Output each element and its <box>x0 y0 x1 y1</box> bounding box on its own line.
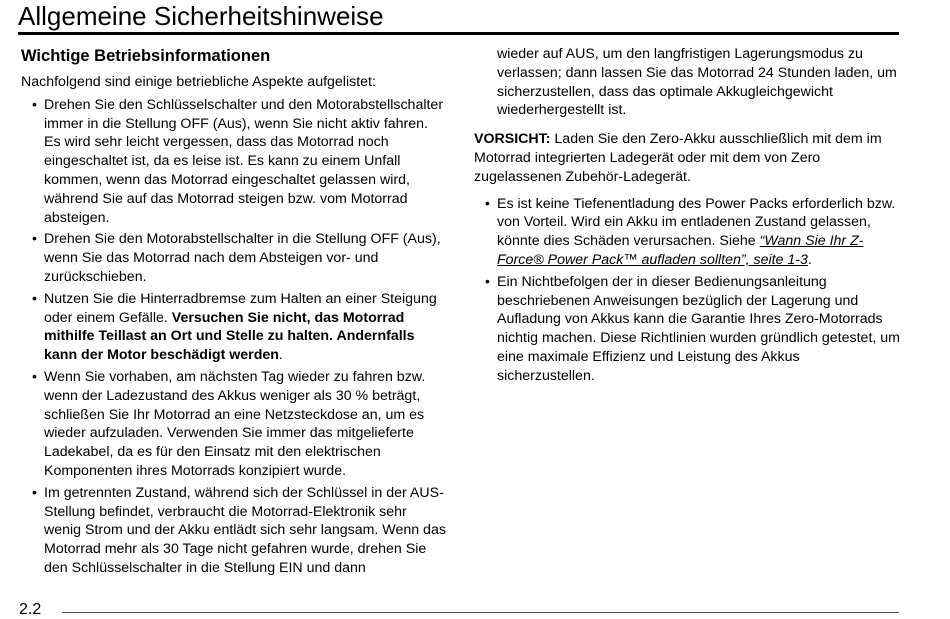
caution-note <box>474 130 900 186</box>
footer-rule <box>62 612 899 613</box>
list-item <box>474 273 900 386</box>
right-column <box>474 45 900 389</box>
list-item <box>21 290 447 365</box>
title-rule <box>18 32 899 35</box>
list-item <box>21 368 447 481</box>
bullet-text: Drehen Sie den Schlüsselschalter und den Motorabstellschalter immer in die Stellung OFF (Aus), wenn Sie nicht aktiv fahren. Es wird sehr leicht vergessen, dass das Motorrad noch eingeschaltet ist, da es leise ist. Es kann zu einem Unfall kommen, wenn das Motorrad eingeschaltet gelassen wird, während Sie auf das Motorrad steigen bzw. vom Motorrad absteigen. <box>44 96 444 226</box>
page-number: 2.2 <box>19 601 42 618</box>
cross-reference-link[interactable]: “Wann Sie Ihr Z-Force® Power Pack™ aufladen sollten”, seite 1-3 <box>497 233 864 268</box>
left-column <box>21 45 447 581</box>
bullet-text: Es ist keine Tiefenentladung des Power Packs erforderlich bzw. von Vorteil. Wird ein Akku im entladenen Zustand gelassen, könnte dies Schäden verursachen. Siehe <box>497 195 896 250</box>
list-item <box>21 96 447 228</box>
bullet-text-end: . <box>807 251 812 268</box>
bullet-icon: • <box>485 195 490 212</box>
bullet-text: Nutzen Sie die Hinterradbremse zum Halten an einer Steigung oder einem Gefälle. <box>44 290 437 326</box>
battery-bullet-list <box>474 195 900 386</box>
bullet-icon: • <box>32 231 37 248</box>
bullet-icon: • <box>32 368 37 385</box>
intro-text: Nachfolgend sind einige betriebliche Aspekte aufgelistet: <box>21 74 376 90</box>
bullet-text-end: . <box>278 347 283 364</box>
continued-bullet-text: wieder auf AUS, um den langfristigen Lagerungsmodus zu verlassen; dann lassen Sie das Motorrad 24 Stunden laden, um sicherzustellen, dass das optimale Akkugleichgewicht wiederhergestellt ist. <box>497 46 897 119</box>
page-title: Allgemeine Sicherheitshinweise <box>18 1 384 31</box>
bullet-text: Drehen Sie den Motorabstellschalter in die Stellung OFF (Aus), wenn Sie das Motorrad nach dem Absteigen vor- und zurückschieben. <box>44 231 441 285</box>
section-heading: Wichtige Betriebsinformationen <box>21 47 271 65</box>
bullet-icon: • <box>32 96 37 113</box>
bullet-text: Ein Nichtbefolgen der in dieser Bedienungsanleitung beschriebenen Anweisungen bezüglich der Lagerung und Aufladung von Akkus kann die Garantie Ihres Zero-Motorrads nichtig machen. Diese Richtlinien wurden gründlich getestet, um eine maximale Effizienz und Leistung des Akkus sicherzustellen. <box>497 273 900 384</box>
bullet-bold-warning: Versuchen Sie nicht, das Motorrad mithilfe Teillast an Ort und Stelle zu halten. Andernfalls kann der Motor beschädigt werden <box>44 309 415 364</box>
bullet-icon: • <box>32 484 37 501</box>
bullet-text: Wenn Sie vorhaben, am nächsten Tag wieder zu fahren bzw. wenn der Ladezustand des Akkus weniger als 30 % beträgt, schließen Sie Ihr Motorrad an eine Netzsteckdose an, um es wieder aufzuladen. Verwenden Sie immer das mitgelieferte Ladekabel, da es für den Einsatz mit den elektrischen Komponenten ihres Motorrads konzipiert wurde. <box>44 368 426 479</box>
bullet-icon: • <box>32 290 37 307</box>
safety-bullet-list <box>21 96 447 578</box>
list-item <box>21 484 447 578</box>
bullet-icon: • <box>485 273 490 290</box>
bullet-text: Im getrennten Zustand, während sich der Schlüssel in der AUS-Stellung befindet, verbraucht die Motorrad-Elektronik sehr wenig Strom und der Akku entlädt sich sehr langsam. Wenn das Motorrad mehr als 30 Tage nicht gefahren wurde, drehen Sie den Schlüsselschalter in die Stellung EIN und dann <box>44 484 446 576</box>
caution-label: VORSICHT: <box>474 131 551 148</box>
list-item <box>474 195 900 270</box>
caution-text: Laden Sie den Zero-Akku ausschließlich mit dem im Motorrad integrierten Ladegerät oder mit dem von Zero zugelassenen Zubehör-Ladegerät. <box>474 131 882 185</box>
list-item <box>21 230 447 286</box>
